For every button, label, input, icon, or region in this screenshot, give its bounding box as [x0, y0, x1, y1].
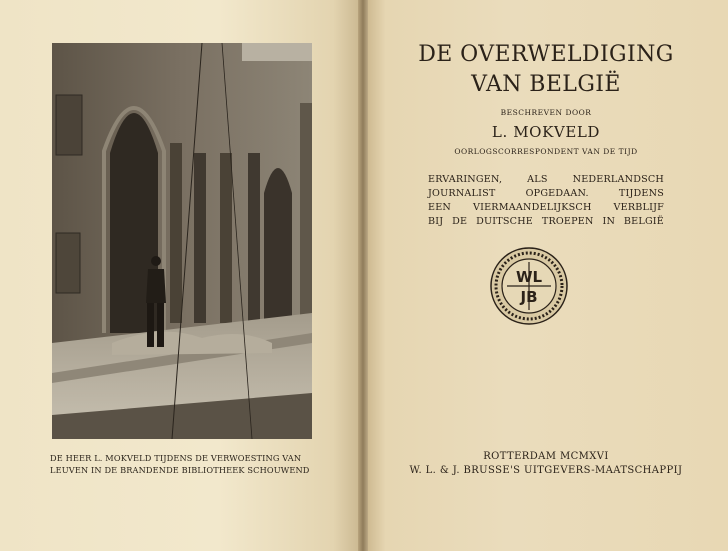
book-title-line-2: VAN BELGIË	[471, 72, 621, 97]
emblem-bottom-letters: JB	[520, 288, 538, 306]
photo-caption	[50, 452, 316, 476]
caption-line-2: LEUVEN IN DE BRANDENDE BIBLIOTHEEK SCHOUWEND	[50, 465, 310, 475]
publisher-emblem-icon	[489, 246, 569, 326]
author-name: L. MOKVELD	[491, 123, 601, 141]
blurb-line-2: JOURNALIST OPGEDAAN. TIJDENS	[428, 188, 664, 199]
blurb-line-3: EEN VIERMAANDELIJKSCH VERBLIJF	[428, 202, 664, 213]
frontispiece-photo	[52, 43, 312, 439]
blurb-line-4: BIJ DE DUITSCHE TROEPEN IN BELGIË	[428, 216, 664, 227]
imprint-publisher: W. L. & J. BRUSSE'S UITGEVERS-MAATSCHAPPIJ	[409, 465, 683, 476]
subtitle-blurb	[428, 173, 664, 229]
author-role: OORLOGSCORRESPONDENT VAN DE TIJD	[454, 147, 638, 156]
book-title-line-1: DE OVERWELDIGING	[418, 42, 674, 67]
blurb-line-1: ERVARINGEN, ALS NEDERLANDSCH	[428, 174, 664, 185]
emblem-top-letters: WL	[515, 268, 543, 286]
byline: BESCHREVEN DOOR	[500, 108, 592, 117]
caption-line-1: DE HEER L. MOKVELD TIJDENS DE VERWOESTING VAN	[50, 453, 302, 463]
imprint-place-year: ROTTERDAM MCMXVI	[483, 451, 609, 462]
